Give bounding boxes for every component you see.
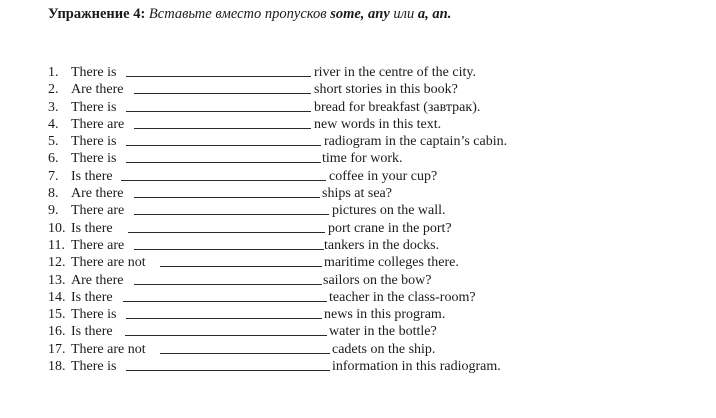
answer-blank[interactable] [134, 249, 324, 250]
answer-blank[interactable] [126, 162, 321, 163]
exercise-number: 4. [48, 116, 59, 132]
exercise-sentence-start: Are there [71, 186, 124, 202]
keyword-some: some [330, 6, 361, 22]
exercise-number: 17. [48, 341, 66, 357]
exercise-number: 2. [48, 82, 59, 98]
keyword-an: an [432, 6, 448, 22]
exercise-number: 15. [48, 307, 66, 323]
exercise-sentence-end: radiogram in the captain’s cabin. [324, 134, 508, 150]
exercise-number: 10. [48, 220, 66, 236]
exercise-sentence-start: There are not [71, 341, 146, 357]
exercise-number: 12. [48, 255, 66, 271]
exercise-instruction: Вставьте вместо пропусков [148, 6, 327, 22]
exercise-sentence-end: tankers in the docks. [324, 237, 440, 253]
answer-blank[interactable] [126, 145, 321, 146]
exercise-sentence-start: Are there [71, 82, 124, 98]
exercise-sentence-end: sailors on the bow? [323, 272, 432, 288]
exercise-sentence-start: There are [71, 237, 125, 253]
answer-blank[interactable] [121, 180, 326, 181]
exercise-sentence-start: Are there [71, 272, 124, 288]
exercise-sentence-end: ships at sea? [322, 186, 392, 202]
exercise-number: 3. [48, 99, 59, 115]
exercise-sentence-end: river in the centre of the city. [314, 65, 476, 80]
answer-blank[interactable] [126, 111, 311, 112]
exercise-sentence-end: teacher in the class-room? [329, 289, 476, 305]
answer-blank[interactable] [134, 93, 311, 94]
exercise-sentence-start: Is there [71, 324, 113, 340]
exercise-number: 5. [48, 134, 59, 150]
exercise-number: 6. [48, 151, 59, 167]
exercise-title: Упражнение 4: Вставьте вместо пропусков some, any или a, an. [48, 6, 452, 22]
exercise-sentence-start: There is [71, 134, 117, 150]
exercise-label: Упражнение 4: [48, 6, 146, 22]
exercise-sentence-start: There is [71, 359, 117, 375]
exercise-sentence-start: Is there [71, 220, 113, 236]
answer-blank[interactable] [134, 197, 320, 198]
answer-blank[interactable] [134, 128, 311, 129]
exercise-sentence-end: pictures on the wall. [332, 203, 446, 219]
exercise-number: 8. [48, 186, 59, 202]
answer-blank[interactable] [126, 318, 322, 319]
exercise-sentence-end: time for work. [322, 151, 403, 167]
exercise-sentence-end: port crane in the port? [328, 220, 452, 236]
exercise-sentence-end: maritime colleges there. [324, 255, 459, 271]
exercise-sentence-end: coffee in your cup? [329, 168, 438, 184]
exercise-sentence-start: There are not [71, 255, 146, 271]
exercise-number: 7. [48, 168, 59, 184]
exercise-number: 14. [48, 289, 66, 305]
answer-blank[interactable] [128, 232, 325, 233]
answer-blank[interactable] [134, 284, 322, 285]
exercise-sentence-start: There is [71, 307, 117, 323]
exercise-sentence-start: There is [71, 99, 117, 115]
answer-blank[interactable] [126, 370, 330, 371]
exercise-sentence-start: There is [71, 151, 117, 167]
keyword-any: any [368, 6, 390, 22]
exercise-sentence-end: cadets on the ship. [332, 341, 436, 357]
exercise-sentence-end: short stories in this book? [314, 82, 458, 98]
exercise-number: 11. [48, 237, 65, 253]
exercise-sentence-start: There are [71, 116, 125, 132]
exercise-number: 16. [48, 324, 66, 340]
exercise-sentence-end: bread for breakfast (завтрак). [314, 99, 481, 115]
exercise-sentence-start: There are [71, 203, 125, 219]
title-separator: или [393, 6, 415, 22]
answer-blank[interactable] [125, 335, 327, 336]
answer-blank[interactable] [134, 214, 329, 215]
exercise-sentence-end: information in this radiogram. [332, 359, 501, 375]
answer-blank[interactable] [123, 301, 327, 302]
exercise-number: 1. [48, 65, 59, 80]
exercise-sentence-end: new words in this text. [314, 116, 442, 132]
exercise-number: 18. [48, 359, 66, 375]
exercise-sentence-end: water in the bottle? [329, 324, 437, 340]
answer-blank[interactable] [126, 76, 311, 77]
answer-blank[interactable] [160, 266, 322, 267]
exercise-sentence-end: news in this program. [324, 307, 446, 323]
exercise-sentence-start: Is there [71, 168, 113, 184]
keyword-a: a [417, 6, 426, 22]
exercise-sentence-start: Is there [71, 289, 113, 305]
exercise-number: 13. [48, 272, 66, 288]
exercise-number: 9. [48, 203, 59, 219]
exercise-sentence-start: There is [71, 65, 117, 80]
answer-blank[interactable] [160, 353, 330, 354]
